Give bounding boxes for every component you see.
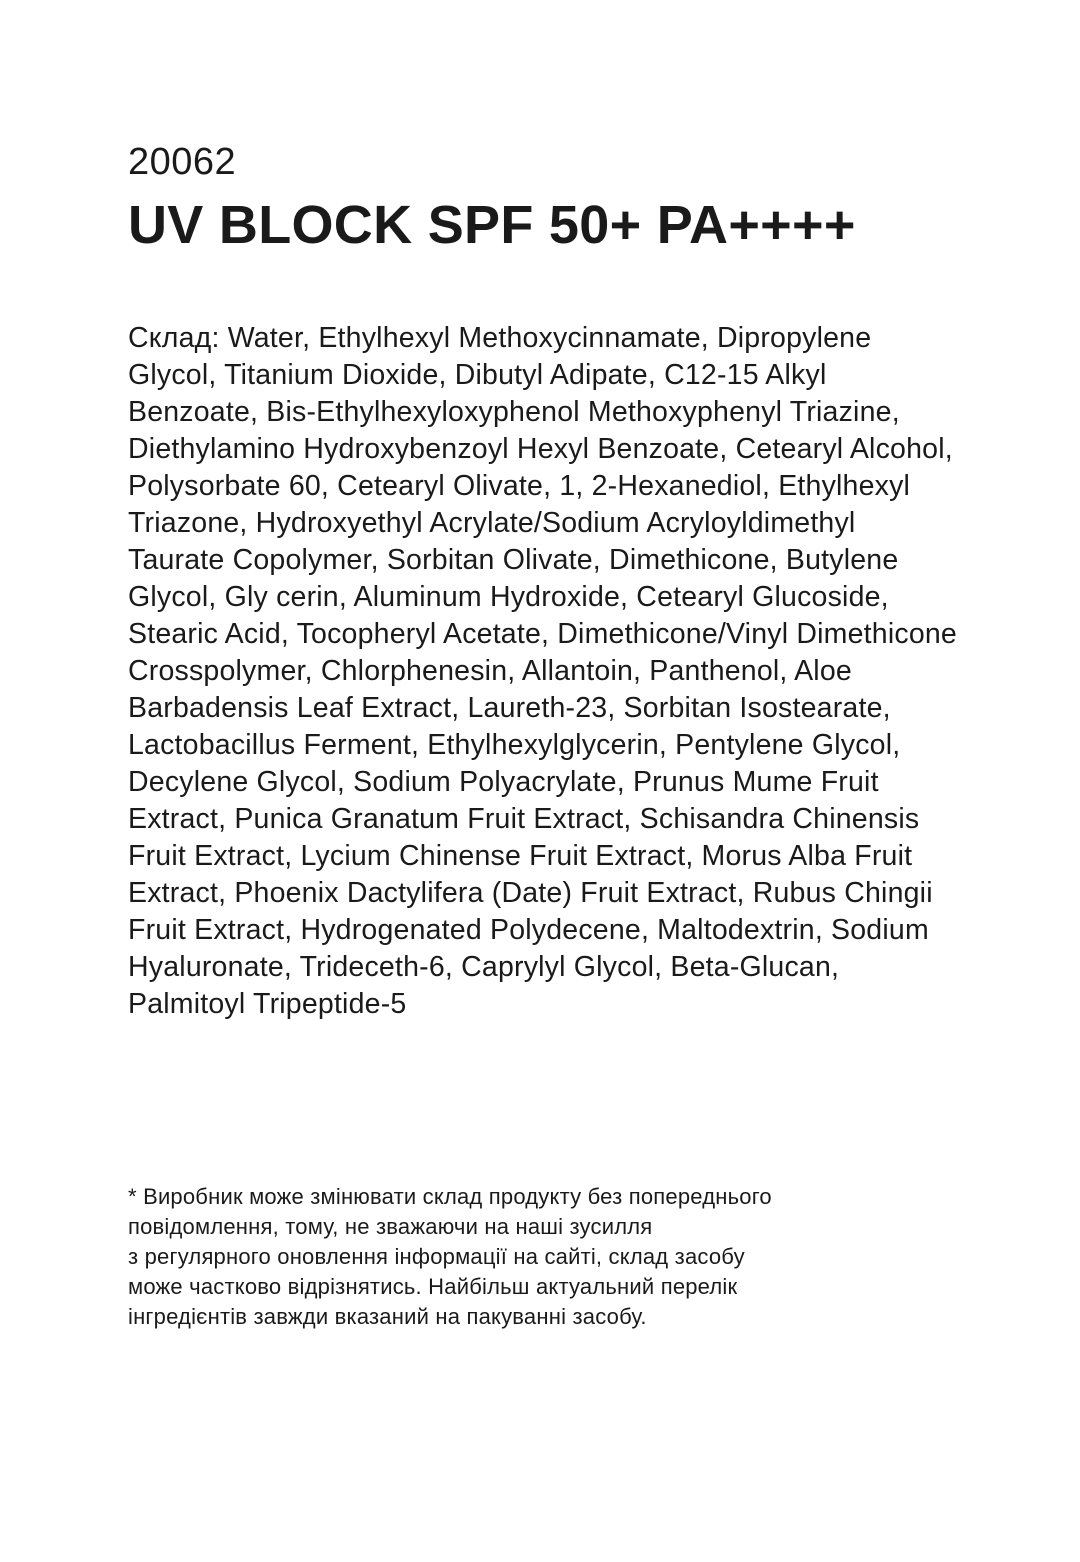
product-title: UV BLOCK SPF 50+ PA++++ [128, 195, 856, 255]
product-code: 20062 [128, 141, 237, 183]
disclaimer-line: з регулярного оновлення інформації на сайті, склад засобу [128, 1244, 745, 1269]
disclaimer-line: повідомлення, тому, не зважаючи на наші зусилля [128, 1214, 653, 1239]
ingredients-text: Склад: Water, Ethylhexyl Methoxycinnamate, Dipropylene Glycol, Titanium Dioxide, Dibutyl Adipate, C12-15 Alkyl Benzoate, Bis-Ethylhexyloxyphenol Methoxyphenyl Triazine, Diethylamino Hydroxybenzoyl Hexyl Benzoate, Cetearyl Alcohol, Polysorbate 60, Cetearyl Olivate, 1, 2-Hexanediol, Ethylhexyl Triazone, Hydroxyethyl Acrylate/Sodium Acryloyldimethyl Taurate Copolymer, Sorbitan Olivate, Dimethicone, Butylene Glycol, Gly cerin, Aluminum Hydroxide, Cetearyl Glucoside, Stearic Acid, Tocopheryl Acetate, Dimethicone/Vinyl Dimethicone Crosspolymer, Chlorphenesin, Allantoin, Panthenol, Aloe Barbadensis Leaf Extract, Laureth-23, Sorbitan Isostearate, Lactobacillus Ferment, Ethylhexylglycerin, Pentylene Glycol, Decylene Glycol, Sodium Polyacrylate, Prunus Mume Fruit Extract, Punica Granatum Fruit Extract, Schisandra Chinensis Fruit Extract, Lycium Chinense Fruit Extract, Morus Alba Fruit Extract, Phoenix Dactylifera (Date) Fruit Extract, Rubus Chingii Fruit Extract, Hydrogenated Polydecene, Maltodextrin, Sodium Hyaluronate, Trideceth-6, Caprylyl Glycol, Beta-Glucan, Palmitoyl Tripeptide-5 [128, 322, 957, 1020]
disclaimer-line: може частково відрізнятись. Найбільш актуальний перелік [128, 1274, 738, 1299]
disclaimer-line: * Виробник може змінювати склад продукту без попереднього [128, 1184, 772, 1209]
disclaimer-line: інгредієнтів завжди вказаний на пакуванні засобу. [128, 1304, 647, 1329]
disclaimer-note [128, 1182, 958, 1332]
